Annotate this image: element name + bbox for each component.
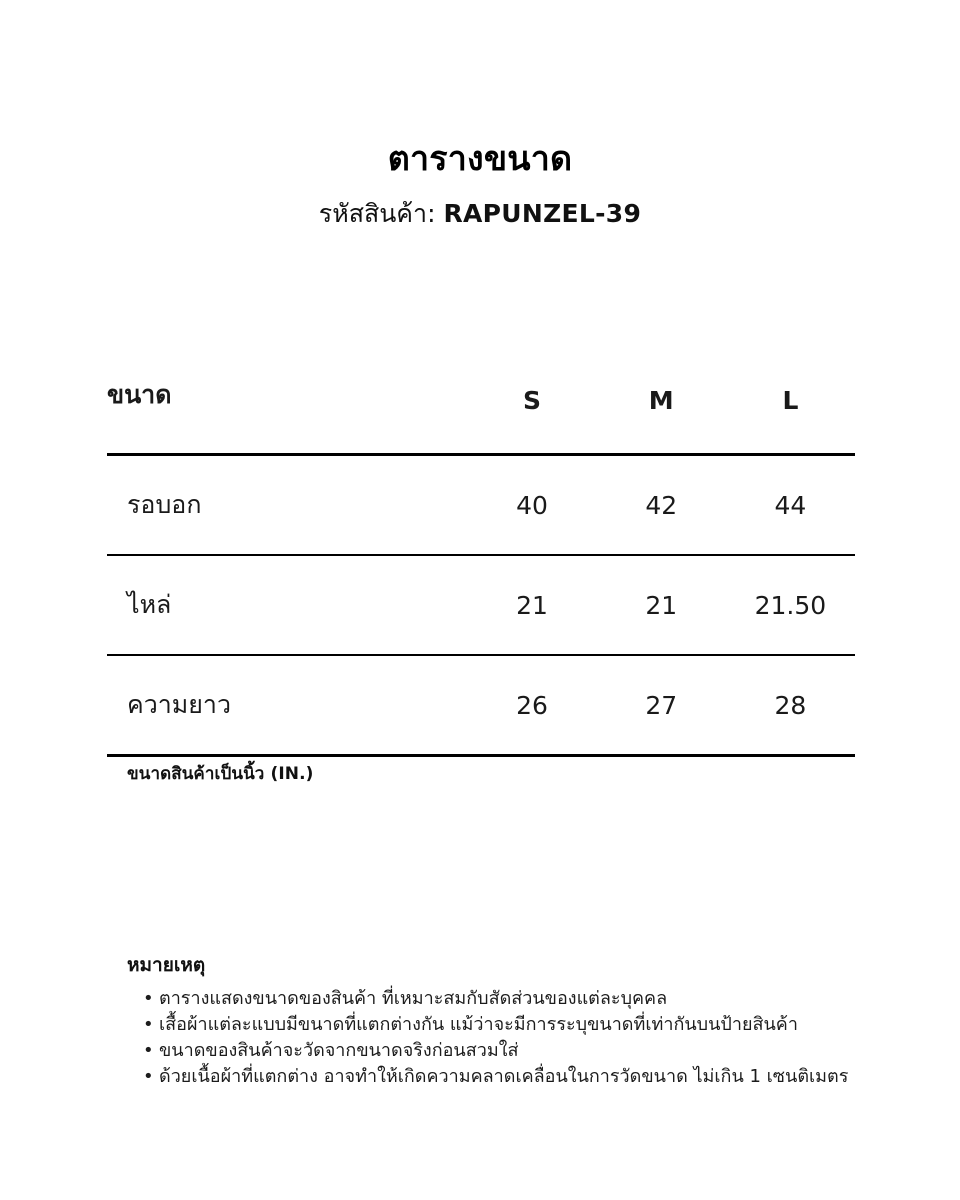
size-table-body — [107, 455, 855, 756]
cell-shoulder-s: 21 — [467, 555, 596, 655]
row-label-shoulder: ไหล่ — [107, 555, 467, 655]
column-header-s: S — [523, 386, 542, 415]
row-label-chest: รอบอก — [107, 455, 467, 556]
remark-text: ขนาดของสินค้าจะวัดจากขนาดจริงก่อนสวมใส่ — [159, 1039, 519, 1061]
cell-shoulder-m: 21 — [597, 555, 726, 655]
list-item — [143, 1012, 887, 1038]
row-label-length: ความยาว — [107, 655, 467, 756]
measurement-unit-note — [127, 760, 314, 787]
column-header-l: L — [782, 386, 799, 415]
list-item — [143, 986, 887, 1012]
list-item — [143, 1064, 887, 1090]
unit-note-text: ขนาดสินค้าเป็นนิ้ว — [127, 764, 265, 784]
column-header-size-label: ขนาด — [107, 380, 172, 409]
list-item — [143, 1038, 887, 1064]
bullet-icon: • — [143, 1039, 154, 1061]
chart-header — [0, 138, 960, 229]
cell-length-m: 27 — [597, 655, 726, 756]
table-row — [107, 655, 855, 756]
column-header-m: M — [648, 386, 674, 415]
cell-length-l: 28 — [726, 655, 855, 756]
remarks-section — [127, 950, 887, 1090]
cell-chest-s: 40 — [467, 455, 596, 556]
remark-text: ด้วยเนื้อผ้าที่แตกต่าง อาจทำให้เกิดความคลาดเคลื่อนในการวัดขนาด ไม่เกิน 1 เซนติเมตร — [159, 1065, 849, 1087]
remarks-list — [127, 986, 887, 1090]
cell-shoulder-l: 21.50 — [726, 555, 855, 655]
table-row — [107, 555, 855, 655]
size-table-container — [107, 375, 855, 757]
remark-text: ตารางแสดงขนาดของสินค้า ที่เหมาะสมกับสัดส่วนของแต่ละบุคคล — [159, 988, 668, 1009]
cell-chest-l: 44 — [726, 455, 855, 556]
remark-text: เสื้อผ้าแต่ละแบบมีขนาดที่แตกต่างกัน แม้ว่าจะมีการระบุขนาดที่เท่ากันบนป้ายสินค้า — [159, 1013, 798, 1035]
size-table — [107, 375, 855, 757]
product-code-line — [0, 199, 960, 229]
product-code-value: RAPUNZEL-39 — [443, 198, 642, 228]
table-header-row — [107, 375, 855, 455]
size-table-head — [107, 375, 855, 455]
cell-length-s: 26 — [467, 655, 596, 756]
table-row — [107, 455, 855, 556]
product-code-label: รหัสสินค้า: — [318, 198, 436, 228]
bullet-icon: • — [143, 988, 154, 1009]
remarks-title: หมายเหตุ — [127, 954, 206, 976]
unit-note-unit: (IN.) — [270, 764, 314, 784]
page-title: ตารางขนาด — [387, 139, 573, 179]
bullet-icon: • — [143, 1065, 154, 1087]
bullet-icon: • — [143, 1013, 154, 1035]
cell-chest-m: 42 — [597, 455, 726, 556]
